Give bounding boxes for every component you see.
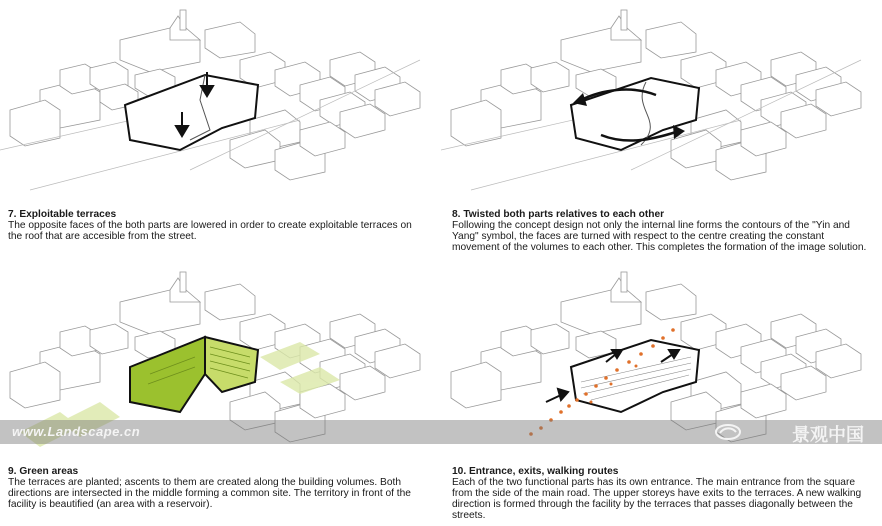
diagram-panel-exploitable-terraces xyxy=(0,0,441,205)
caption-body: The terraces are planted; ascents to them are created along the building volumes. Both directions are intersected in the middle forming a common site. The territory in front of the facility is beautified (an area with a reservoir). xyxy=(8,477,411,510)
caption-body: Following the concept design not only the internal line forms the contours of the "Yin and Yang" symbol, the faces are turned with respect to the centre creating the constant movement of the volumes to each other. This completes the formation of the image solution. xyxy=(452,220,867,253)
caption-title: 9. Green areas xyxy=(8,466,79,477)
caption-title: 10. Entrance, exits, walking routes xyxy=(452,466,619,477)
watermark-brand: 景观中国 xyxy=(792,425,864,445)
caption-panel-10 xyxy=(452,466,877,521)
caption-panel-8 xyxy=(452,209,872,253)
caption-body: The opposite faces of the both parts are lowered in order to create exploitable terraces on the roof that are accesible from the street. xyxy=(8,220,412,242)
landscape-logo-icon xyxy=(714,423,742,441)
caption-title: 7. Exploitable terraces xyxy=(8,209,117,220)
caption-body: Each of the two functional parts has its own entrance. The main entrance from the square from the side of the main road. The upper storeys have exits to the terraces. A new walking direction is formed through the facility by the terraces that passes diagonally between the streets. xyxy=(452,477,862,521)
caption-panel-7 xyxy=(8,209,428,242)
watermark-url: www.Landscape.cn xyxy=(12,424,141,439)
site-axonometric-drawing xyxy=(441,0,882,205)
diagram-panel-twisted-parts xyxy=(441,0,882,205)
caption-title: 8. Twisted both parts relatives to each other xyxy=(452,209,665,220)
site-axonometric-drawing xyxy=(0,0,441,205)
watermark-bar xyxy=(0,420,882,444)
caption-panel-9 xyxy=(8,466,428,510)
